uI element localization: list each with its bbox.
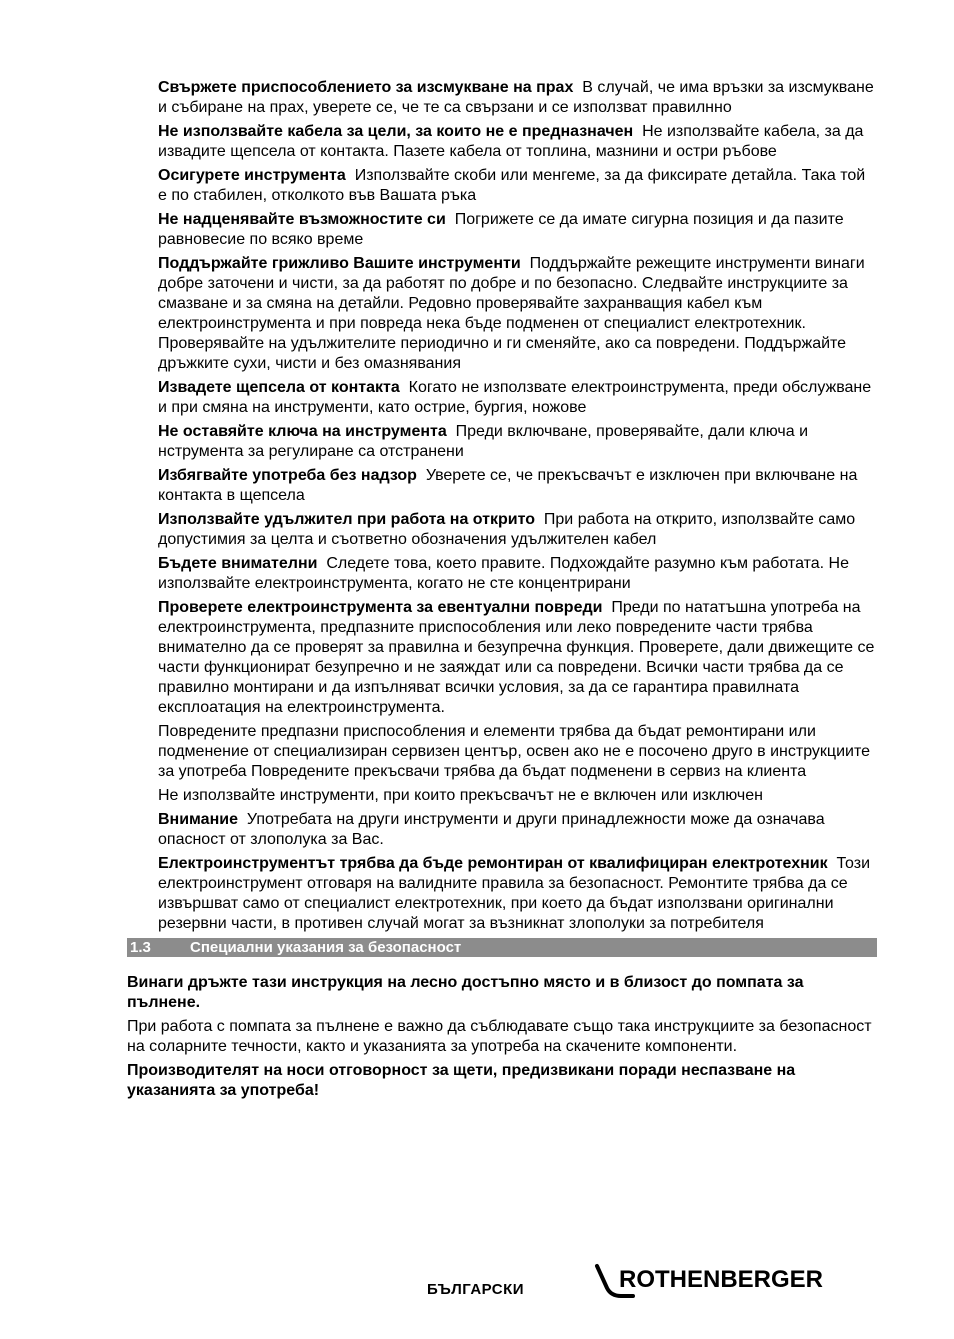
rothenberger-logo (593, 1262, 828, 1302)
instruction-title: Поддържайте грижливо Вашите инструменти (158, 255, 521, 272)
instruction-item (158, 598, 876, 718)
instruction-text: Употребата на други инструменти и други принадлежности може да означава опасност от злополука за Вас. (158, 811, 825, 848)
instruction-item (158, 378, 876, 418)
brand-text: ROTHENBERGER (619, 1266, 824, 1293)
instruction-item (158, 422, 876, 462)
instruction-text: Поддържайте режещите инструменти винаги добре заточени и чисти, за да работят по добре и по безопасно. Следвайте инструкциите за смазване и за смяна на детайли. Редовно проверявайте захранващия кабел към електроинструмента и при повреда нека бъде подменен от специалист електротехник. Проверявайте на удължителите периодично и ги сменяйте, ако са повредени. Поддържайте дръжките сухи, чисти и без омазнявания (158, 255, 865, 372)
instruction-text: Уверете се, че прекъсвачът е изключен при включване на контакта в щепсела (158, 467, 858, 504)
instruction-title: Осигурете инструмента (158, 167, 346, 184)
instruction-title: Използвайте удължител при работа на открито (158, 511, 536, 528)
instruction-title: Не оставяйте ключа на инструмента (158, 423, 447, 440)
instruction-title: Свържете приспособлението за изсмукване на прах (158, 79, 574, 96)
instruction-title: Не надценявайте възможностите си (158, 211, 446, 228)
section-heading (127, 938, 877, 957)
instruction-item (158, 466, 876, 506)
instruction-title: Не използвайте кабела за цели, за които не е предназначен (158, 123, 634, 140)
instruction-item (158, 254, 876, 374)
document-body (0, 78, 954, 1105)
instruction-text: Погрижете се да имате сигурна позиция и да пазите равновесие по всяко време (158, 211, 844, 248)
instruction-text: Не използвайте кабела, за да извадите щепсела от контакта. Пазете кабела от топлина, мазнини и остри ръбове (158, 123, 864, 160)
section-bold-note-1: Винаги дръжте тази инструкция на лесно достъпно място и в близост до помпата за пълнене. (127, 974, 804, 1011)
section-title: Специални указания за безопасност (190, 939, 462, 956)
instruction-title: Проверете електроинструмента за евентуални повреди (158, 599, 603, 616)
instruction-text: Преди по нататъшна употреба на електроинструмента, предпазните приспособления или леко повредените части трябва внимателно да се проверят за правилна и безупречна функция. Проверете, дали движещите се части функционират безупречно и не заяждат или са повредени. Всички части трябва да се правилно монтирани и да изпълняват всички условия, за да се гарантира правилната експлоатация на електроинструмента. (158, 599, 875, 716)
instruction-title: Бъдете внимателни (158, 555, 318, 572)
instruction-title: Внимание (158, 811, 238, 828)
instruction-text: Следете това, което правите. Подхождайте разумно към работата. Не използвайте електроинструмента, когато не сте концентрирани (158, 555, 850, 592)
instruction-title: Извадете щепсела от контакта (158, 379, 400, 396)
instruction-item (158, 210, 876, 250)
instruction-text: Този електроинструмент отговаря на валидните правила за безопасност. Ремонтите трябва да се извършват само от специалист електротехник, при което да бъдат използвани оригинални резервни части, в противен случай могат за възникнат злополуки за потребителя (158, 855, 871, 932)
instruction-title: Електроинструментът трябва да бъде ремонтиран от квалифициран електротехник (158, 855, 828, 872)
instruction-repair (158, 854, 876, 934)
section-paragraph: При работа с помпата за пълнене е важно да съблюдавате също така инструкциите за безопасност на соларните течности, както и указанията за употреба на скачените компоненти. (127, 1018, 872, 1055)
instruction-item (158, 554, 876, 594)
instruction-text: При работа на открито, използвайте само допустимия за целта и съответно обозначения удължителен кабел (158, 511, 856, 548)
instruction-attention (158, 810, 876, 850)
instruction-text: Преди включване, проверявайте, дали ключа и нструмента за регулиране са отстранени (158, 423, 809, 460)
footer-language: БЪЛГАРСКИ (427, 1281, 525, 1298)
section-number: 1.3 (130, 939, 151, 956)
instruction-text: Използвайте скоби или менгеме, за да фиксирате детайла. Така той е по стабилен, отколкото във Вашата ръка (158, 167, 866, 204)
instruction-title: Избягвайте употреба без надзор (158, 467, 417, 484)
instruction-item (158, 122, 876, 162)
section-bold-note-2: Производителят на носи отговорност за щети, предизвикани поради неспазване на указанията за употреба! (127, 1062, 796, 1099)
instruction-item (158, 510, 876, 550)
instruction-item (158, 166, 876, 206)
paragraph-repair-info: Повредените предпазни приспособления и елементи трябва да бъдат ремонтирани или подменение от специализиран сервизен център, освен ако не е посочено друго в инструкциите за употреба Повредените прекъсвачи трябва да бъдат подменени в сервиз на клиента (158, 723, 870, 780)
paragraph-switch-warning: Не използвайте инструменти, при които прекъсвачът не е включен или изключен (158, 787, 763, 804)
instruction-text: Когато не използвате електроинструмента, преди обслужване и при смяна на инструменти, като острие, бургия, ножове (158, 379, 872, 416)
instruction-item (158, 78, 876, 118)
instruction-text: В случай, че има връзки за изсмукване и събиране на прах, уверете се, че те са свързани и се използват правилнно (158, 79, 874, 116)
safety-instructions-list (0, 78, 954, 718)
